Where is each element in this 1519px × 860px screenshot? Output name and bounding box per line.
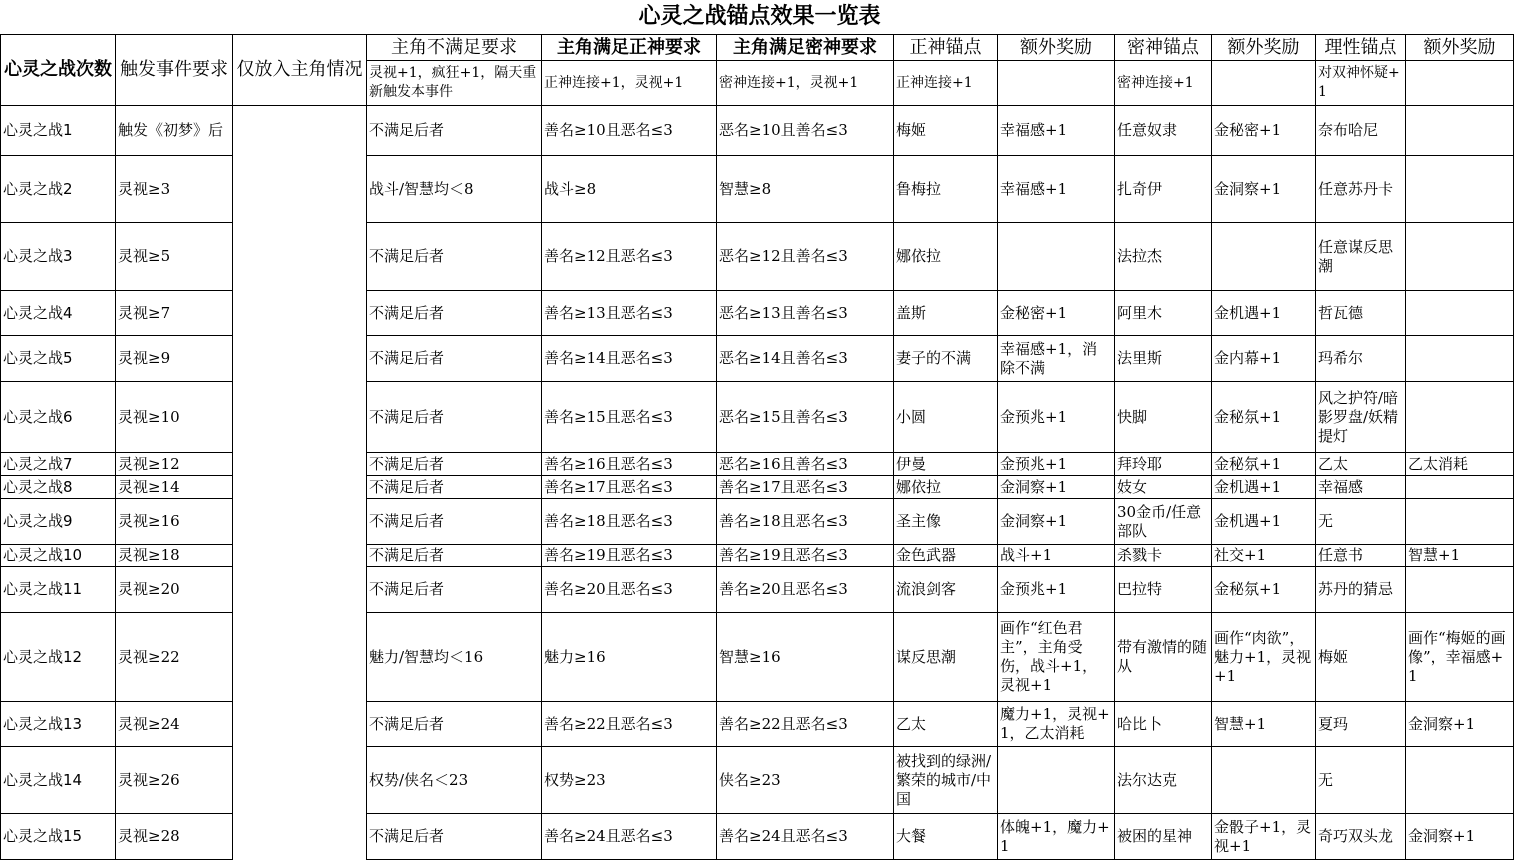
trigger-cell: 灵视≥10 bbox=[116, 382, 233, 453]
table-row bbox=[1, 747, 1514, 814]
li-anchor-cell: 玛希尔 bbox=[1316, 336, 1406, 382]
header-meet-mi: 主角满足密神要求 bbox=[717, 35, 894, 61]
only-put-cell bbox=[233, 747, 367, 814]
meet-mi-cell: 恶名≥13且善名≤3 bbox=[717, 291, 894, 336]
extra-reward-1-cell: 画作“红色君主”，主角受伤，战斗+1，灵视+1 bbox=[998, 613, 1115, 702]
meet-zheng-cell: 善名≥17且恶名≤3 bbox=[542, 476, 717, 499]
meet-zheng-cell: 善名≥22且恶名≤3 bbox=[542, 702, 717, 747]
zheng-anchor-cell: 金色武器 bbox=[894, 545, 998, 567]
li-anchor-cell: 苏丹的猜忌 bbox=[1316, 567, 1406, 613]
table-row bbox=[1, 291, 1514, 336]
extra-reward-3-cell bbox=[1406, 567, 1514, 613]
mi-anchor-cell: 扎奇伊 bbox=[1115, 156, 1212, 223]
zheng-anchor-cell: 娜依拉 bbox=[894, 476, 998, 499]
extra-reward-2-cell: 金洞察+1 bbox=[1212, 156, 1316, 223]
meet-mi-cell: 善名≥24且恶名≤3 bbox=[717, 814, 894, 860]
not-meet-cell: 不满足后者 bbox=[367, 223, 542, 291]
extra-reward-2-cell: 金秘密+1 bbox=[1212, 106, 1316, 156]
extra-reward-2-cell: 金机遇+1 bbox=[1212, 476, 1316, 499]
meet-mi-cell: 恶名≥16且善名≤3 bbox=[717, 453, 894, 476]
meet-mi-cell: 恶名≥10且善名≤3 bbox=[717, 106, 894, 156]
trigger-cell: 灵视≥12 bbox=[116, 453, 233, 476]
extra-reward-3-cell bbox=[1406, 106, 1514, 156]
meet-mi-cell: 善名≥22且恶名≤3 bbox=[717, 702, 894, 747]
subheader-not-meet: 灵视+1，疯狂+1，隔天重新触发本事件 bbox=[367, 61, 542, 106]
only-put-cell bbox=[233, 476, 367, 499]
extra-reward-1-cell: 金秘密+1 bbox=[998, 291, 1115, 336]
li-anchor-cell: 夏玛 bbox=[1316, 702, 1406, 747]
battle-num-cell: 心灵之战8 bbox=[1, 476, 116, 499]
trigger-cell: 灵视≥24 bbox=[116, 702, 233, 747]
trigger-cell: 灵视≥20 bbox=[116, 567, 233, 613]
extra-reward-1-cell: 战斗+1 bbox=[998, 545, 1115, 567]
li-anchor-cell: 哲瓦德 bbox=[1316, 291, 1406, 336]
extra-reward-1-cell: 魔力+1，灵视+1，乙太消耗 bbox=[998, 702, 1115, 747]
battle-num-cell: 心灵之战12 bbox=[1, 613, 116, 702]
only-put-cell bbox=[233, 156, 367, 223]
trigger-cell: 灵视≥7 bbox=[116, 291, 233, 336]
battle-num-cell: 心灵之战9 bbox=[1, 499, 116, 545]
trigger-cell: 灵视≥16 bbox=[116, 499, 233, 545]
zheng-anchor-cell: 娜依拉 bbox=[894, 223, 998, 291]
mi-anchor-cell: 阿里木 bbox=[1115, 291, 1212, 336]
extra-reward-1-cell: 幸福感+1，消除不满 bbox=[998, 336, 1115, 382]
li-anchor-cell: 任意苏丹卡 bbox=[1316, 156, 1406, 223]
extra-reward-1-cell: 幸福感+1 bbox=[998, 156, 1115, 223]
li-anchor-cell: 奇巧双头龙 bbox=[1316, 814, 1406, 860]
battle-num-cell: 心灵之战2 bbox=[1, 156, 116, 223]
extra-reward-3-cell bbox=[1406, 336, 1514, 382]
battle-num-cell: 心灵之战11 bbox=[1, 567, 116, 613]
meet-zheng-cell: 善名≥18且恶名≤3 bbox=[542, 499, 717, 545]
meet-zheng-cell: 善名≥19且恶名≤3 bbox=[542, 545, 717, 567]
li-anchor-cell: 任意谋反思潮 bbox=[1316, 223, 1406, 291]
zheng-anchor-cell: 大餐 bbox=[894, 814, 998, 860]
extra-reward-1-cell: 金预兆+1 bbox=[998, 453, 1115, 476]
header-extra-reward-3: 额外奖励 bbox=[1406, 35, 1514, 61]
meet-mi-cell: 善名≥19且恶名≤3 bbox=[717, 545, 894, 567]
not-meet-cell: 不满足后者 bbox=[367, 382, 542, 453]
mi-anchor-cell: 哈比卜 bbox=[1115, 702, 1212, 747]
battle-num-cell: 心灵之战4 bbox=[1, 291, 116, 336]
zheng-anchor-cell: 圣主像 bbox=[894, 499, 998, 545]
not-meet-cell: 战斗/智慧均＜8 bbox=[367, 156, 542, 223]
battle-num-cell: 心灵之战1 bbox=[1, 106, 116, 156]
zheng-anchor-cell: 梅姬 bbox=[894, 106, 998, 156]
not-meet-cell: 不满足后者 bbox=[367, 453, 542, 476]
table-row bbox=[1, 567, 1514, 613]
header-battle-num: 心灵之战次数 bbox=[1, 35, 116, 106]
only-put-cell bbox=[233, 702, 367, 747]
li-anchor-cell: 幸福感 bbox=[1316, 476, 1406, 499]
li-anchor-cell: 奈布哈尼 bbox=[1316, 106, 1406, 156]
table-row bbox=[1, 223, 1514, 291]
extra-reward-1-cell bbox=[998, 223, 1115, 291]
not-meet-cell: 不满足后者 bbox=[367, 106, 542, 156]
extra-reward-3-cell bbox=[1406, 291, 1514, 336]
only-put-cell bbox=[233, 382, 367, 453]
mi-anchor-cell: 巴拉特 bbox=[1115, 567, 1212, 613]
trigger-cell: 灵视≥5 bbox=[116, 223, 233, 291]
page-title: 心灵之战锚点效果一览表 bbox=[638, 4, 881, 29]
battle-num-cell: 心灵之战13 bbox=[1, 702, 116, 747]
header-extra-reward-1: 额外奖励 bbox=[998, 35, 1115, 61]
trigger-cell: 灵视≥22 bbox=[116, 613, 233, 702]
meet-mi-cell: 智慧≥16 bbox=[717, 613, 894, 702]
mi-anchor-cell: 带有激情的随从 bbox=[1115, 613, 1212, 702]
trigger-cell: 灵视≥9 bbox=[116, 336, 233, 382]
meet-mi-cell: 智慧≥8 bbox=[717, 156, 894, 223]
subheader-extra-reward-3 bbox=[1406, 61, 1514, 106]
meet-zheng-cell: 战斗≥8 bbox=[542, 156, 717, 223]
only-put-cell bbox=[233, 223, 367, 291]
extra-reward-3-cell bbox=[1406, 499, 1514, 545]
only-put-cell bbox=[233, 499, 367, 545]
table-row bbox=[1, 814, 1514, 860]
only-put-cell bbox=[233, 291, 367, 336]
meet-zheng-cell: 权势≥23 bbox=[542, 747, 717, 814]
subheader-extra-reward-2 bbox=[1212, 61, 1316, 106]
trigger-cell: 灵视≥26 bbox=[116, 747, 233, 814]
header-li-anchor: 理性锚点 bbox=[1316, 35, 1406, 61]
li-anchor-cell: 乙太 bbox=[1316, 453, 1406, 476]
extra-reward-2-cell: 金秘氛+1 bbox=[1212, 453, 1316, 476]
header-extra-reward-2: 额外奖励 bbox=[1212, 35, 1316, 61]
extra-reward-2-cell: 金机遇+1 bbox=[1212, 291, 1316, 336]
battle-num-cell: 心灵之战14 bbox=[1, 747, 116, 814]
extra-reward-3-cell bbox=[1406, 223, 1514, 291]
trigger-cell: 灵视≥14 bbox=[116, 476, 233, 499]
extra-reward-3-cell: 乙太消耗 bbox=[1406, 453, 1514, 476]
table-row bbox=[1, 336, 1514, 382]
not-meet-cell: 不满足后者 bbox=[367, 545, 542, 567]
extra-reward-3-cell: 金洞察+1 bbox=[1406, 702, 1514, 747]
extra-reward-2-cell: 社交+1 bbox=[1212, 545, 1316, 567]
subheader-extra-reward-1 bbox=[998, 61, 1115, 106]
zheng-anchor-cell: 流浪剑客 bbox=[894, 567, 998, 613]
table-row bbox=[1, 499, 1514, 545]
not-meet-cell: 不满足后者 bbox=[367, 702, 542, 747]
meet-zheng-cell: 善名≥14且恶名≤3 bbox=[542, 336, 717, 382]
header-only-put: 仅放入主角情况 bbox=[233, 35, 367, 106]
not-meet-cell: 不满足后者 bbox=[367, 291, 542, 336]
extra-reward-3-cell bbox=[1406, 382, 1514, 453]
subheader-mi-anchor: 密神连接+1 bbox=[1115, 61, 1212, 106]
not-meet-cell: 不满足后者 bbox=[367, 476, 542, 499]
extra-reward-1-cell: 金洞察+1 bbox=[998, 499, 1115, 545]
mi-anchor-cell: 法拉杰 bbox=[1115, 223, 1212, 291]
meet-mi-cell: 侠名≥23 bbox=[717, 747, 894, 814]
not-meet-cell: 不满足后者 bbox=[367, 814, 542, 860]
extra-reward-2-cell: 金秘氛+1 bbox=[1212, 567, 1316, 613]
zheng-anchor-cell: 妻子的不满 bbox=[894, 336, 998, 382]
battle-num-cell: 心灵之战10 bbox=[1, 545, 116, 567]
extra-reward-1-cell: 金预兆+1 bbox=[998, 567, 1115, 613]
extra-reward-2-cell: 金内幕+1 bbox=[1212, 336, 1316, 382]
header-zheng-anchor: 正神锚点 bbox=[894, 35, 998, 61]
li-anchor-cell: 无 bbox=[1316, 499, 1406, 545]
not-meet-cell: 魅力/智慧均＜16 bbox=[367, 613, 542, 702]
extra-reward-3-cell: 智慧+1 bbox=[1406, 545, 1514, 567]
extra-reward-3-cell bbox=[1406, 476, 1514, 499]
trigger-cell: 灵视≥28 bbox=[116, 814, 233, 860]
table-row bbox=[1, 106, 1514, 156]
mi-anchor-cell: 拜玲耶 bbox=[1115, 453, 1212, 476]
subheader-zheng-anchor: 正神连接+1 bbox=[894, 61, 998, 106]
anchor-table bbox=[0, 34, 1514, 860]
only-put-cell bbox=[233, 567, 367, 613]
header-mi-anchor: 密神锚点 bbox=[1115, 35, 1212, 61]
meet-mi-cell: 恶名≥12且善名≤3 bbox=[717, 223, 894, 291]
extra-reward-1-cell bbox=[998, 747, 1115, 814]
header-not-meet: 主角不满足要求 bbox=[367, 35, 542, 61]
meet-zheng-cell: 善名≥16且恶名≤3 bbox=[542, 453, 717, 476]
extra-reward-2-cell: 智慧+1 bbox=[1212, 702, 1316, 747]
meet-mi-cell: 恶名≥15且善名≤3 bbox=[717, 382, 894, 453]
extra-reward-3-cell: 画作“梅姬的画像”，幸福感+1 bbox=[1406, 613, 1514, 702]
only-put-cell bbox=[233, 545, 367, 567]
battle-num-cell: 心灵之战3 bbox=[1, 223, 116, 291]
zheng-anchor-cell: 被找到的绿洲/繁荣的城市/中国 bbox=[894, 747, 998, 814]
extra-reward-1-cell: 金洞察+1 bbox=[998, 476, 1115, 499]
extra-reward-3-cell bbox=[1406, 747, 1514, 814]
meet-zheng-cell: 善名≥12且恶名≤3 bbox=[542, 223, 717, 291]
meet-zheng-cell: 善名≥24且恶名≤3 bbox=[542, 814, 717, 860]
battle-num-cell: 心灵之战6 bbox=[1, 382, 116, 453]
li-anchor-cell: 梅姬 bbox=[1316, 613, 1406, 702]
table-row bbox=[1, 702, 1514, 747]
trigger-cell: 灵视≥18 bbox=[116, 545, 233, 567]
meet-mi-cell: 善名≥17且恶名≤3 bbox=[717, 476, 894, 499]
extra-reward-2-cell: 金骰子+1，灵视+1 bbox=[1212, 814, 1316, 860]
battle-num-cell: 心灵之战7 bbox=[1, 453, 116, 476]
not-meet-cell: 权势/侠名＜23 bbox=[367, 747, 542, 814]
only-put-cell bbox=[233, 106, 367, 156]
li-anchor-cell: 无 bbox=[1316, 747, 1406, 814]
mi-anchor-cell: 30金币/任意部队 bbox=[1115, 499, 1212, 545]
table-row bbox=[1, 545, 1514, 567]
not-meet-cell: 不满足后者 bbox=[367, 499, 542, 545]
battle-num-cell: 心灵之战5 bbox=[1, 336, 116, 382]
extra-reward-1-cell: 金预兆+1 bbox=[998, 382, 1115, 453]
table-row bbox=[1, 382, 1514, 453]
mi-anchor-cell: 妓女 bbox=[1115, 476, 1212, 499]
only-put-cell bbox=[233, 814, 367, 860]
meet-zheng-cell: 善名≥13且恶名≤3 bbox=[542, 291, 717, 336]
meet-zheng-cell: 善名≥15且恶名≤3 bbox=[542, 382, 717, 453]
li-anchor-cell: 风之护符/暗影罗盘/妖精提灯 bbox=[1316, 382, 1406, 453]
meet-mi-cell: 恶名≥14且善名≤3 bbox=[717, 336, 894, 382]
only-put-cell bbox=[233, 453, 367, 476]
extra-reward-2-cell bbox=[1212, 747, 1316, 814]
meet-zheng-cell: 魅力≥16 bbox=[542, 613, 717, 702]
subheader-meet-mi: 密神连接+1，灵视+1 bbox=[717, 61, 894, 106]
extra-reward-2-cell: 金秘氛+1 bbox=[1212, 382, 1316, 453]
meet-zheng-cell: 善名≥20且恶名≤3 bbox=[542, 567, 717, 613]
only-put-cell bbox=[233, 336, 367, 382]
zheng-anchor-cell: 谋反思潮 bbox=[894, 613, 998, 702]
mi-anchor-cell: 杀戮卡 bbox=[1115, 545, 1212, 567]
table-row bbox=[1, 476, 1514, 499]
zheng-anchor-cell: 伊曼 bbox=[894, 453, 998, 476]
subheader-meet-zheng: 正神连接+1，灵视+1 bbox=[542, 61, 717, 106]
meet-zheng-cell: 善名≥10且恶名≤3 bbox=[542, 106, 717, 156]
trigger-cell: 触发《初梦》后 bbox=[116, 106, 233, 156]
subheader-li-anchor: 对双神怀疑+1 bbox=[1316, 61, 1406, 106]
extra-reward-2-cell: 金机遇+1 bbox=[1212, 499, 1316, 545]
mi-anchor-cell: 任意奴隶 bbox=[1115, 106, 1212, 156]
li-anchor-cell: 任意书 bbox=[1316, 545, 1406, 567]
zheng-anchor-cell: 鲁梅拉 bbox=[894, 156, 998, 223]
extra-reward-2-cell bbox=[1212, 223, 1316, 291]
mi-anchor-cell: 法里斯 bbox=[1115, 336, 1212, 382]
not-meet-cell: 不满足后者 bbox=[367, 567, 542, 613]
trigger-cell: 灵视≥3 bbox=[116, 156, 233, 223]
table-row bbox=[1, 156, 1514, 223]
table-row bbox=[1, 613, 1514, 702]
extra-reward-3-cell: 金洞察+1 bbox=[1406, 814, 1514, 860]
extra-reward-2-cell: 画作“肉欲”，魅力+1，灵视+1 bbox=[1212, 613, 1316, 702]
meet-mi-cell: 善名≥20且恶名≤3 bbox=[717, 567, 894, 613]
header-trigger: 触发事件要求 bbox=[116, 35, 233, 106]
only-put-cell bbox=[233, 613, 367, 702]
zheng-anchor-cell: 盖斯 bbox=[894, 291, 998, 336]
mi-anchor-cell: 法尔达克 bbox=[1115, 747, 1212, 814]
extra-reward-1-cell: 幸福感+1 bbox=[998, 106, 1115, 156]
not-meet-cell: 不满足后者 bbox=[367, 336, 542, 382]
table-row bbox=[1, 453, 1514, 476]
header-meet-zheng: 主角满足正神要求 bbox=[542, 35, 717, 61]
meet-mi-cell: 善名≥18且恶名≤3 bbox=[717, 499, 894, 545]
battle-num-cell: 心灵之战15 bbox=[1, 814, 116, 860]
mi-anchor-cell: 快脚 bbox=[1115, 382, 1212, 453]
extra-reward-3-cell bbox=[1406, 156, 1514, 223]
extra-reward-1-cell: 体魄+1，魔力+1 bbox=[998, 814, 1115, 860]
zheng-anchor-cell: 乙太 bbox=[894, 702, 998, 747]
mi-anchor-cell: 被困的星神 bbox=[1115, 814, 1212, 860]
zheng-anchor-cell: 小圆 bbox=[894, 382, 998, 453]
